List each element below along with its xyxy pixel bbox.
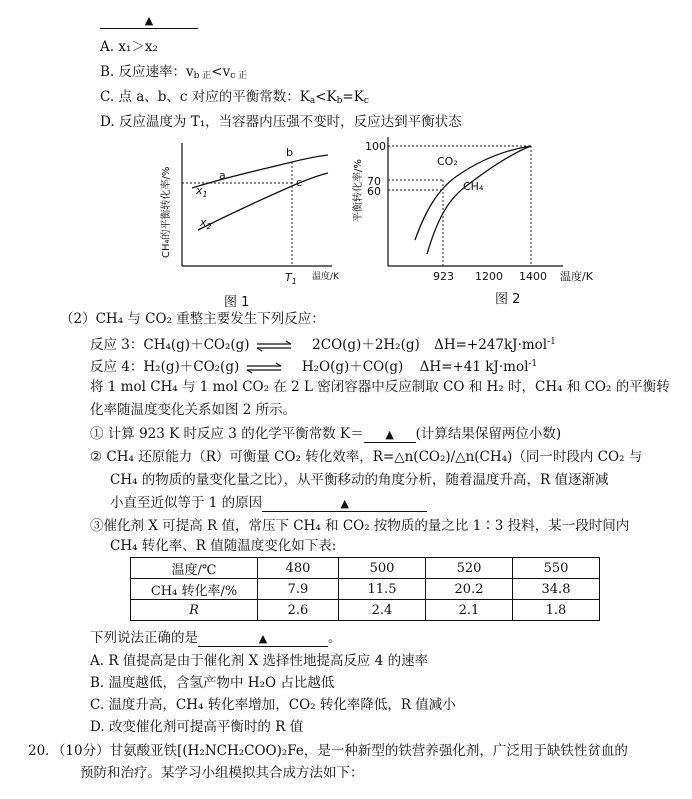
question-1: ① 计算 923 K 时反应 3 的化学平衡常数 K＝ ▲ (计算结果保留两位小数) — [90, 426, 562, 442]
part2-intro: （2）CH₄ 与 CO₂ 重整主要发生下列反应： — [60, 311, 325, 327]
question-20-line2: 预防和治疗。某学习小组模拟其合成方法如下： — [80, 765, 364, 781]
fig2-xlabel: 温度/K — [560, 270, 593, 283]
point-c: c — [296, 176, 303, 189]
series-x1-label: $x_1$ — [196, 184, 208, 199]
fig1-ylabel: CH₄的平衡转化率/% — [161, 166, 172, 258]
part2-desc-1: 将 1 mol CH₄ 与 1 mol CO₂ 在 2 L 密闭容器中反应制取 CO 和 H₂ 时，CH₄ 和 CO₂ 的平衡转 — [90, 379, 670, 395]
question-2-line1: ② CH₄ 还原能力（R）可衡量 CO₂ 转化效率，R=△n(CO₂)/△n(CH₄)（同一时段内 CO₂ 与 — [90, 449, 643, 465]
answer-blank-q3[interactable]: ▲ — [198, 630, 328, 647]
table-header-row: 温度/℃ 480 500 520 550 — [131, 558, 600, 579]
figure-1 — [160, 138, 360, 313]
fig1-caption: 图 1 — [224, 295, 250, 310]
reaction-3: 反应 3：CH₄(g)＋CO₂(g) 2CO(g)＋2H₂(g) ΔH=+247kJ·mol$^{-1}$ — [90, 337, 556, 353]
xtick-1400: 1400 — [519, 270, 547, 283]
question-3-prompt: 下列说法正确的是 ▲ 。 — [90, 630, 342, 646]
answer-blank-q1[interactable]: ▲ — [364, 426, 416, 443]
q3-option-b: B. 温度越低，含氢产物中 H₂O 占比越低 — [90, 675, 335, 691]
q3-option-c: C. 温度升高，CH₄ 转化率增加，CO₂ 转化率降低，R 值减小 — [90, 697, 456, 713]
t1-tick: $T_1$ — [285, 271, 297, 286]
option-a: A. x₁＞x₂ — [100, 39, 158, 55]
curve-x1 — [192, 155, 328, 188]
reaction-4: 反应 4：H₂(g)＋CO₂(g) H₂O(g)＋CO(g) ΔH=+41 kJ·mol$^{-1}$ — [90, 359, 538, 375]
option-b: B. 反应速率：$v_{b 正}<v_{c 正}$ — [100, 64, 248, 81]
data-table — [130, 557, 600, 621]
answer-blank-top[interactable] — [100, 10, 198, 30]
question-3-line1: ③催化剂 X 可提高 R 值，常压下 CH₄ 和 CO₂ 按物质的量之比 1∶3 投料，某一段时间内 — [90, 518, 630, 534]
series-co2-label: CO₂ — [437, 155, 458, 168]
question-2-line2: CH₄ 的物质的量变化量之比），从平衡移动的角度分析，随着温度升高，R 值逐渐减 — [110, 472, 609, 488]
question-20-line1: 20．（10分）甘氨酸亚铁[(H₂NCH₂COO)₂Fe，是一种新型的铁营养强化剂，广泛用于缺铁性贫血的 — [28, 743, 628, 759]
question-2-line3: 小直至近似等于 1 的原因 ▲ — [110, 493, 427, 513]
q3-option-d: D. 改变催化剂可提高平衡时的 R 值 — [90, 719, 304, 735]
curve-co2 — [415, 146, 531, 240]
blank-marker: ▲ — [144, 14, 154, 27]
ytick-100: 100 — [365, 140, 386, 153]
xtick-1200: 1200 — [475, 270, 503, 283]
series-x2-label: $x_2$ — [200, 216, 212, 231]
table-row: CH₄ 转化率/% 7.9 11.5 20.2 34.8 — [131, 579, 600, 600]
curve-x2 — [198, 173, 328, 230]
fig2-caption: 图 2 — [495, 292, 521, 307]
ytick-60: 60 — [367, 185, 381, 198]
fig1-xlabel: 温度/K — [312, 272, 339, 282]
table-row: R 2.6 2.4 2.1 1.8 — [131, 600, 600, 621]
point-b: b — [286, 146, 293, 159]
equilibrium-arrow-icon — [246, 362, 282, 374]
option-d: D. 反应温度为 T₁，当容器内压强不变时，反应达到平衡状态 — [100, 114, 462, 130]
equilibrium-arrow-icon — [256, 340, 292, 352]
ytick-70: 70 — [367, 175, 381, 188]
point-a: a — [219, 169, 226, 182]
answer-blank-q2[interactable]: ▲ — [262, 495, 427, 512]
series-ch4-label: CH₄ — [463, 180, 484, 193]
figure-2 — [345, 132, 615, 312]
part2-desc-2: 化率随温度变化关系如图 2 所示。 — [90, 402, 297, 418]
xtick-923: 923 — [433, 270, 454, 283]
q3-option-a: A. R 值提高是由于催化剂 X 选择性地提高反应 4 的速率 — [90, 653, 429, 669]
question-3-line2: CH₄ 转化率、R 值随温度变化如下表: — [110, 538, 337, 554]
fig2-ylabel: 平衡转化率/% — [353, 159, 364, 222]
option-c: C. 点 a、b、c 对应的平衡常数：$K_a<K_b=K_c$ — [100, 89, 369, 106]
